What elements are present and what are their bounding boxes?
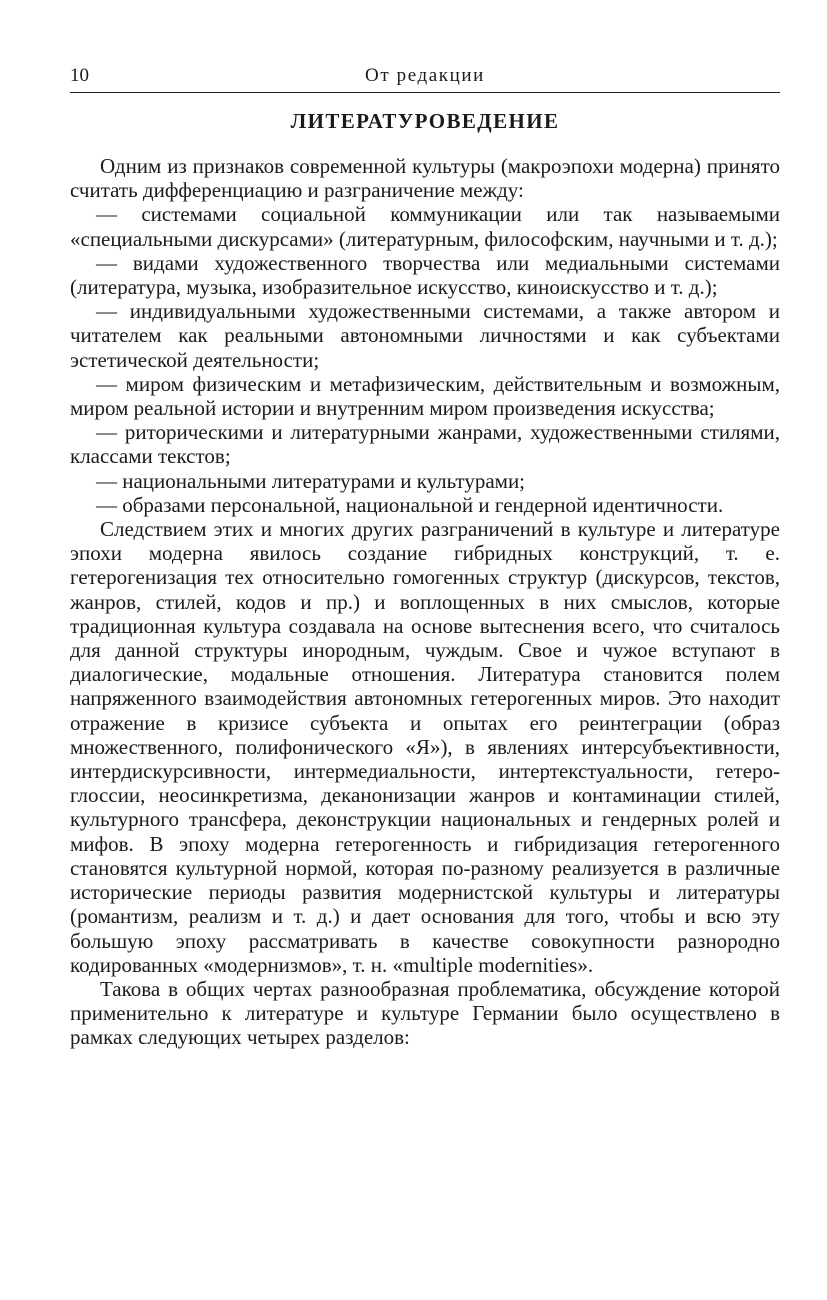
running-head [70, 58, 780, 93]
list-item: — системами социальной коммуникации или так называемыми «специальными дискурсами» (литературным, философским, научными и т. д.); [70, 202, 780, 251]
running-title: От редакции [365, 65, 485, 86]
list-item: — видами художественного творчества или медиальными системами (литература, музыка, изобразительное искусство, киноискусство и т. д.); [70, 250, 780, 300]
book-page [70, 58, 780, 1050]
list-item: — индивидуальными художественными системами, а также автором и читателем как реальными автономными личностями и как субъектами эстетической деятельности; [70, 299, 780, 372]
list-item: — образами персональной, национальной и гендерной идентичности. [96, 492, 724, 517]
list-item: — миром физическим и метафизическим, действительным и возможным, миром реальной истории и внутренним миром произведения искусства; [70, 371, 780, 421]
intro-paragraph: Одним из признаков современной культуры (макроэпохи модерна) принято считать дифференциацию и разграничение между: [70, 154, 780, 203]
section-title: ЛИТЕРАТУРОВЕДЕНИЕ [290, 109, 560, 133]
body-paragraph: Такова в общих чертах разнообразная проблематика, обсуждение которой применительно к литературе и культуре Германии было осуществлено в рамках следующих четырех разделов: [70, 976, 780, 1050]
page-number: 10 [70, 65, 89, 86]
list-item: — риторическими и литературными жанрами, художественными стилями, классами текстов; [70, 420, 780, 469]
list-item: — национальными литературами и культурами; [96, 468, 526, 493]
body-paragraph: Следствием этих и многих других разграничений в культуре и литературе эпохи модерна явилось создание гибридных конструкций, т. е. гетерогенизация тех относительно гомогенных структур (дискурсов, текстов, жанров, стилей, кодов и пр.) и воплощенных в них смыслов, которые традиционная культура создавала на основе вытеснения всего, что считалось для данной структуры инородным, чуждым. Свое и чужое вступают в диалогические, модальные отношения. Литература становится полем напряженного взаимодействия автономных гетерогенных миров. Это находит отражение в кризисе субъекта и опытах его реинтеграции (образ множественного, полифонического «Я»), в явлениях интерсубъективности, интердискурсивности, интермедиальности, интертекстуальности, гетероглоссии, неосинкретизма, деканонизации жанров и контаминации стилей, культурного трансфера, деконструкции национальных и гендерных ролей и мифов. В эпоху модерна гетерогенность и гибридизация гетерогенного становятся культурной нормой, которая по-разному реализуется в различные исторические периоды развития модернистской культуры и литературы (романтизм, реализм и т. д.) и дает основания для того, чтобы и всю эту большую эпоху рассматривать в качестве совокупности разнородно кодированных «модернизмов», т. н. «multiple modernities». [70, 517, 780, 977]
body-text [70, 154, 780, 1050]
